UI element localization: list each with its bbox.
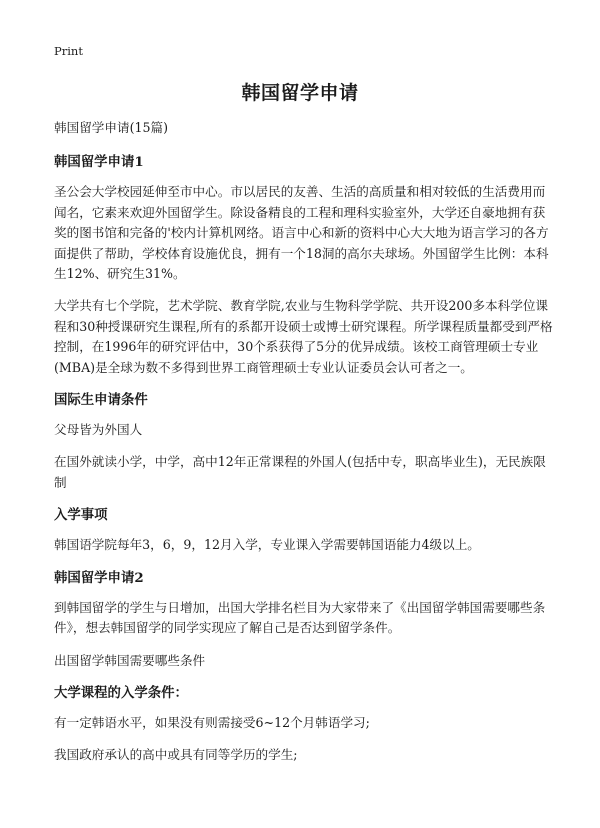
paragraph-colleges: 大学共有七个学院，艺术学院、教育学院,农业与生物科学学院、共开设200多本科学位课程和30种授课研究生课程,所有的系都开设硕士或博士研究课程。所学课程质量都受到严格控制，在1996年的研究评估中，30个系获得了5分的优异成绩。该校工商管理硕士专业(MBA)是全球为数不多得到世界工商管理硕士专业认证委员会认可者之一。 [54, 298, 553, 375]
section-heading-application-1: 韩国留学申请1 [54, 154, 144, 171]
paragraph-korean-level: 有一定韩语水平，如果没有则需接受6~12个月韩语学习; [54, 714, 370, 730]
section-heading-university-admission: 大学课程的入学条件： [54, 684, 188, 701]
paragraph-admission-terms: 韩国语学院每年3，6，9，12月入学，专业课入学需要韩国语能力4级以上。 [54, 537, 480, 553]
document-body [54, 118, 554, 778]
print-label[interactable]: Print [54, 44, 83, 58]
paragraph-parents-foreign: 父母皆为外国人 [54, 422, 143, 438]
section-heading-intl-requirements: 国际生申请条件 [54, 392, 148, 409]
section-heading-admission: 入学事项 [54, 507, 108, 524]
section-heading-application-2: 韩国留学申请2 [54, 569, 144, 586]
document-subtitle: 韩国留学申请(15篇) [54, 120, 169, 135]
paragraph-high-school: 我国政府承认的高中或具有同等学历的学生; [54, 747, 298, 763]
document-title: 韩国留学申请 [241, 82, 359, 104]
paragraph-campus-intro: 圣公会大学校园延伸至市中心。市以居民的友善、生活的高质量和相对较低的生活费用而闻名，它素来欢迎外国留学生。除设备精良的工程和理科实验室外，大学还自豪地拥有获奖的图书馆和完备的'校内计算机网络。语言中心和新的资料中心大大地为语言学习的各方面提供了帮助，学校体育设施优良，拥有一个18洞的高尔夫球场。外国留学生比例：本科生12%、研究生31%。 [54, 184, 549, 282]
paragraph-study-abroad-intro: 到韩国留学的学生与日增加，出国大学排名栏目为大家带来了《出国留学韩国需要哪些条件》，想去韩国留学的同学实现应了解自己是否达到留学条件。 [54, 599, 546, 636]
paragraph-requirements-lead: 出国留学韩国需要哪些条件 [54, 652, 206, 668]
paragraph-schooling-abroad: 在国外就读小学，中学，高中12年正常课程的外国人(包括中专，职高毕业生)，无民族限制 [54, 454, 546, 490]
